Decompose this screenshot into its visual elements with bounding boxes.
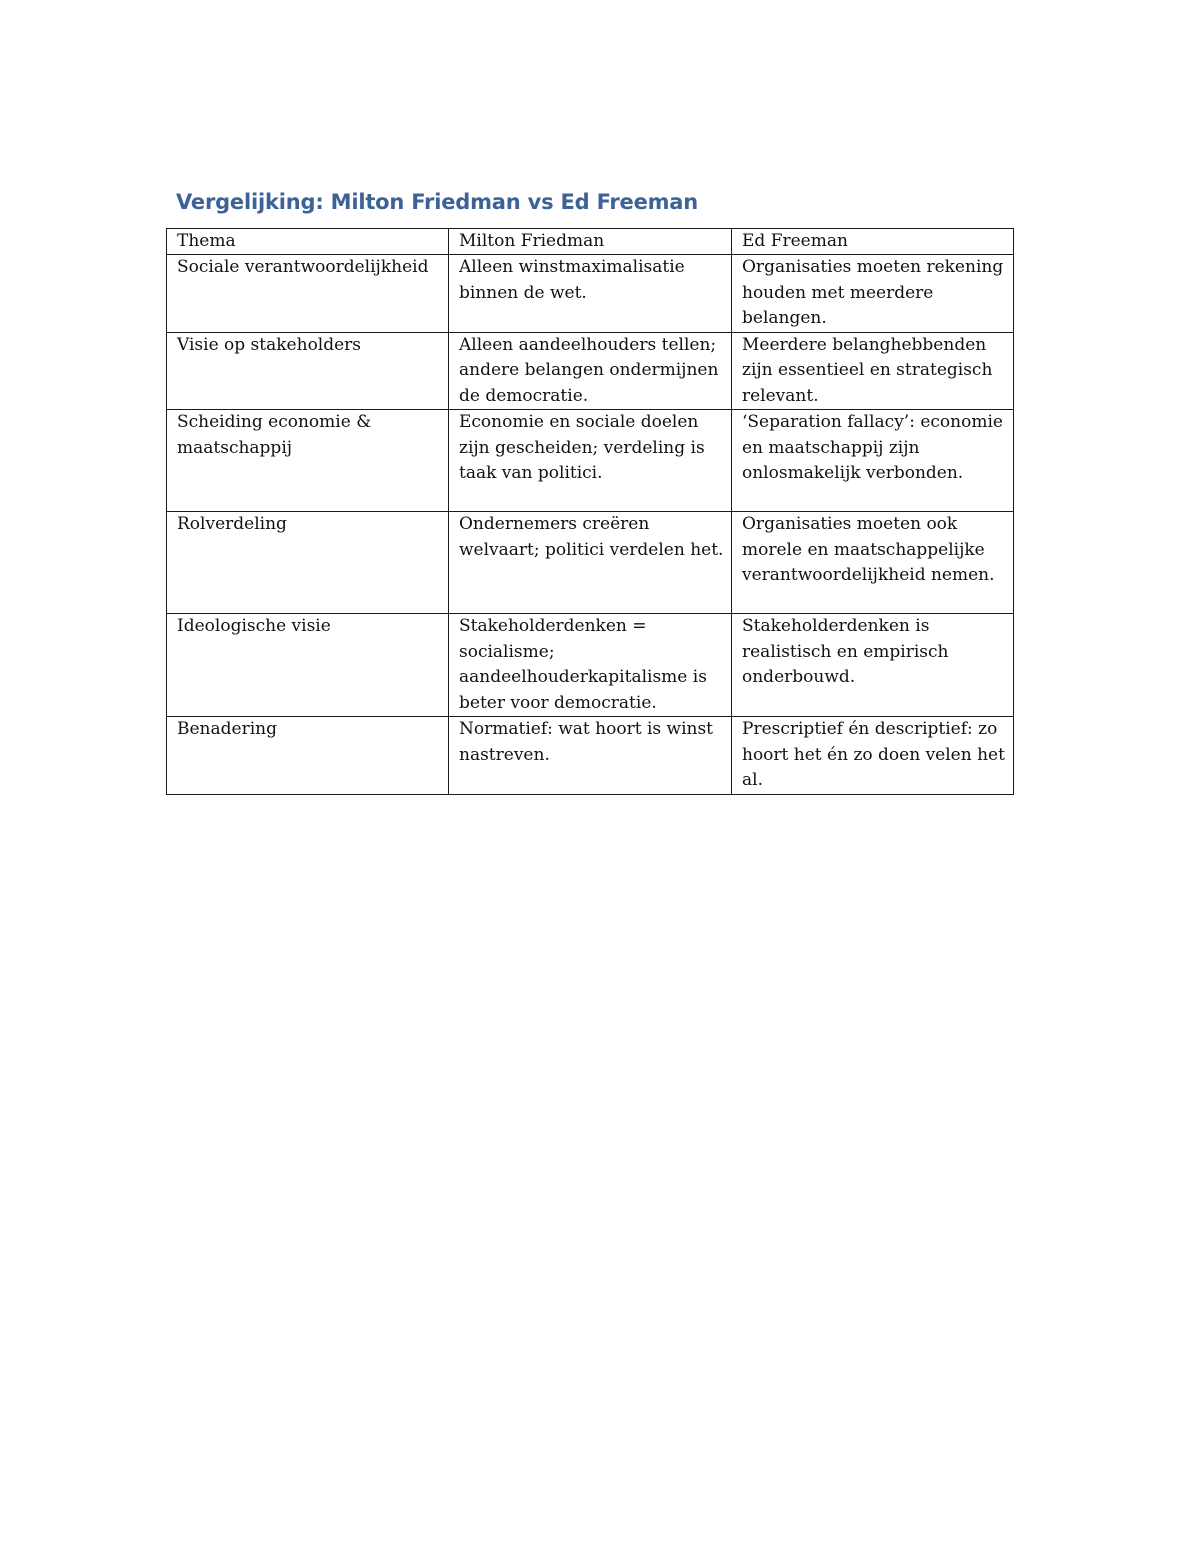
table-row: [167, 410, 1014, 512]
column-header-theme: Thema: [167, 229, 449, 255]
cell-friedman: Economie en sociale doelen zijn gescheiden; verdeling is taak van politici.: [449, 410, 732, 512]
cell-theme: Visie op stakeholders: [167, 332, 449, 410]
comparison-table: [166, 228, 1014, 795]
cell-freeman: Stakeholderdenken is realistisch en empirisch onderbouwd.: [732, 614, 1014, 717]
cell-freeman: Meerdere belanghebbenden zijn essentieel en strategisch relevant.: [732, 332, 1014, 410]
cell-freeman: Organisaties moeten ook morele en maatschappelijke verantwoordelijkheid nemen.: [732, 512, 1014, 614]
cell-freeman: ‘Separation fallacy’: economie en maatschappij zijn onlosmakelijk verbonden.: [732, 410, 1014, 512]
cell-freeman: Prescriptief én descriptief: zo hoort het én zo doen velen het al.: [732, 717, 1014, 795]
table-row: [167, 512, 1014, 614]
cell-freeman: Organisaties moeten rekening houden met meerdere belangen.: [732, 255, 1014, 333]
column-header-friedman: Milton Friedman: [449, 229, 732, 255]
table-row: [167, 255, 1014, 333]
cell-theme: Ideologische visie: [167, 614, 449, 717]
cell-theme: Benadering: [167, 717, 449, 795]
cell-friedman: Alleen aandeelhouders tellen; andere belangen ondermijnen de democratie.: [449, 332, 732, 410]
column-header-freeman: Ed Freeman: [732, 229, 1014, 255]
cell-friedman: Normatief: wat hoort is winst nastreven.: [449, 717, 732, 795]
cell-theme: Scheiding economie & maatschappij: [167, 410, 449, 512]
table-header-row: [167, 229, 1014, 255]
table-row: [167, 717, 1014, 795]
cell-theme: Rolverdeling: [167, 512, 449, 614]
cell-friedman: Ondernemers creëren welvaart; politici verdelen het.: [449, 512, 732, 614]
table-row: [167, 614, 1014, 717]
cell-friedman: Alleen winstmaximalisatie binnen de wet.: [449, 255, 732, 333]
cell-theme: Sociale verantwoordelijkheid: [167, 255, 449, 333]
cell-friedman: Stakeholderdenken = socialisme; aandeelhouderkapitalisme is beter voor democratie.: [449, 614, 732, 717]
table-row: [167, 332, 1014, 410]
document-title: Vergelijking: Milton Friedman vs Ed Freeman: [176, 190, 699, 214]
